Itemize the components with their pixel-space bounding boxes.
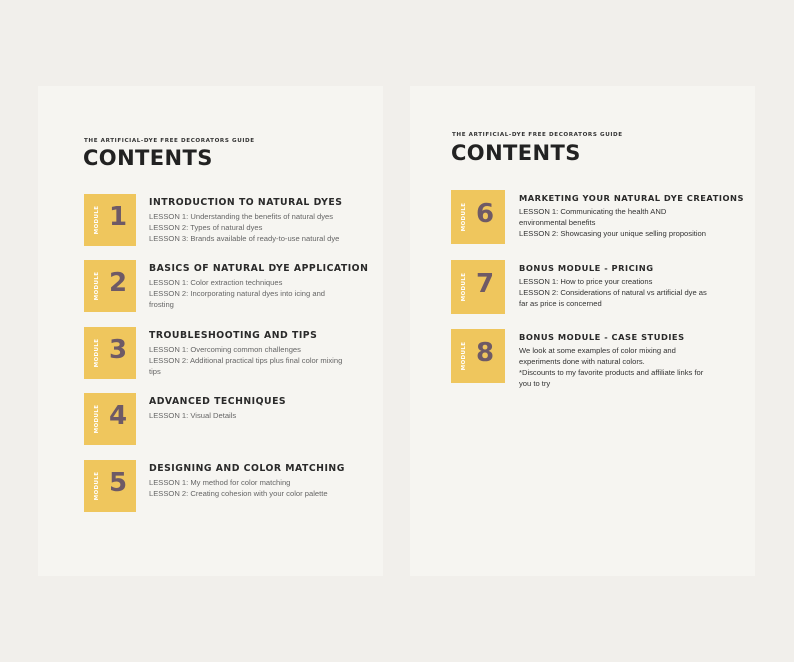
module-badge [451, 190, 505, 244]
module-badge [451, 329, 505, 383]
guide-title: THE ARTIFICIAL-DYE FREE DECORATORS GUIDE [84, 138, 255, 144]
lesson-line: LESSON 2: Additional practical tips plus final color mixing [149, 356, 343, 365]
module-label: MODULE [461, 202, 467, 232]
lesson-line: frosting [149, 300, 174, 309]
lesson-line: LESSON 1: My method for color matching [149, 478, 291, 487]
module-title: DESIGNING AND COLOR MATCHING [149, 463, 345, 474]
module-title: BONUS MODULE - PRICING [519, 263, 654, 273]
lesson-line: LESSON 1: Communicating the health AND [519, 207, 667, 216]
module-label: MODULE [94, 205, 100, 235]
module-badge [84, 393, 136, 445]
lesson-line: LESSON 2: Showcasing your unique selling proposition [519, 229, 706, 238]
module-badge [84, 260, 136, 312]
module-number: 1 [108, 202, 128, 232]
module-badge [451, 260, 505, 314]
module-label: MODULE [94, 404, 100, 434]
module-label: MODULE [461, 341, 467, 371]
right-page [410, 86, 755, 576]
module-number: 5 [108, 468, 128, 498]
module-number: 2 [108, 268, 128, 298]
module-number: 8 [475, 338, 495, 368]
module-title: BASICS OF NATURAL DYE APPLICATION [149, 263, 369, 274]
module-title: TROUBLESHOOTING AND TIPS [149, 330, 318, 341]
module-label: MODULE [94, 471, 100, 501]
left-page [38, 86, 383, 576]
lesson-line: LESSON 1: Understanding the benefits of natural dyes [149, 212, 334, 221]
contents-title: CONTENTS [451, 141, 581, 165]
module-number: 4 [108, 401, 128, 431]
lesson-line: environmental benefits [519, 218, 596, 227]
module-title: INTRODUCTION TO NATURAL DYES [149, 197, 343, 208]
guide-title: THE ARTIFICIAL-DYE FREE DECORATORS GUIDE [452, 132, 623, 138]
lesson-line: LESSON 2: Considerations of natural vs artificial dye as [519, 288, 707, 297]
contents-title: CONTENTS [83, 146, 213, 170]
lesson-line: LESSON 2: Types of natural dyes [149, 223, 263, 232]
lesson-line: tips [149, 367, 161, 376]
lesson-line: LESSON 1: Overcoming common challenges [149, 345, 301, 354]
module-title: ADVANCED TECHNIQUES [149, 396, 287, 407]
lesson-line: LESSON 1: Visual Details [149, 411, 237, 420]
lesson-line: LESSON 2: Incorporating natural dyes into icing and [149, 289, 326, 298]
module-label: MODULE [94, 271, 100, 301]
module-title: MARKETING YOUR NATURAL DYE CREATIONS [519, 193, 744, 203]
lesson-line: LESSON 3: Brands available of ready-to-use natural dye [149, 234, 340, 243]
module-badge [84, 460, 136, 512]
module-badge [84, 327, 136, 379]
lesson-line: you to try [519, 379, 551, 388]
module-label: MODULE [461, 272, 467, 302]
lesson-line: LESSON 1: How to price your creations [519, 277, 653, 286]
lesson-line: experiments done with natural colors. [519, 357, 645, 366]
lesson-line: LESSON 2: Creating cohesion with your color palette [149, 489, 328, 498]
lesson-line: far as price is concerned [519, 299, 602, 308]
module-number: 6 [475, 199, 495, 229]
lesson-line: We look at some examples of color mixing and [519, 346, 676, 355]
module-badge [84, 194, 136, 246]
lesson-line: LESSON 1: Color extraction techniques [149, 278, 283, 287]
module-number: 3 [108, 335, 128, 365]
lesson-line: *Discounts to my favorite products and affiliate links for [519, 368, 704, 377]
module-title: BONUS MODULE - CASE STUDIES [519, 332, 685, 342]
module-label: MODULE [94, 338, 100, 368]
module-number: 7 [475, 269, 495, 299]
